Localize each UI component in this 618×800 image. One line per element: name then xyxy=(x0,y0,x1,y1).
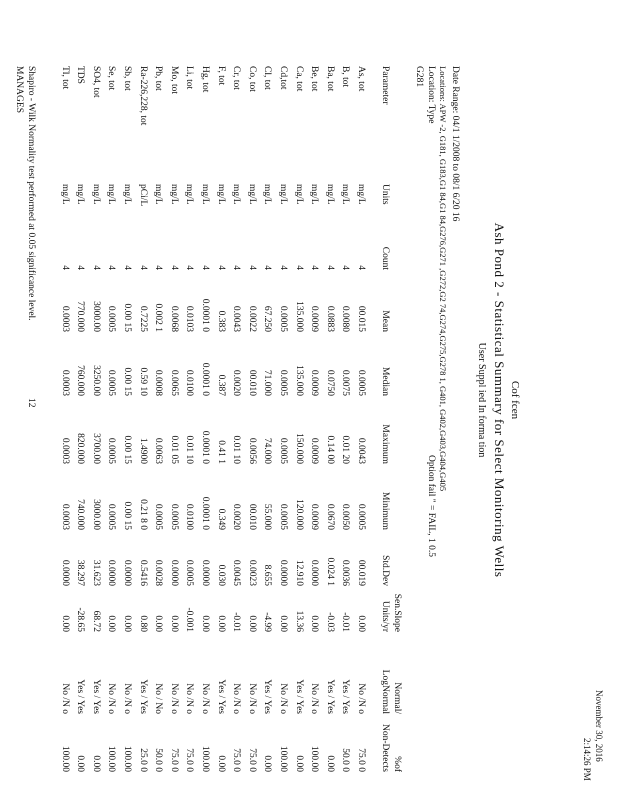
column-header: Maximum xyxy=(380,424,390,464)
table-cell-std-dev: 31.623 xyxy=(90,559,101,586)
table-cell-minimum: 0.0005 xyxy=(356,503,366,530)
table-cell-pct: 100.00 xyxy=(278,745,288,772)
table-cell-maximum: 0.0005 xyxy=(278,437,288,464)
table-cell-maximum: 0.0001 0 xyxy=(200,430,210,464)
table-cell-mean: 0.0003 xyxy=(59,305,70,332)
table-cell-pct: 100.00 xyxy=(122,745,132,772)
table-cell-sen-slope: 0.00 xyxy=(153,615,164,632)
table-cell-sen-slope: 0.00 xyxy=(122,615,132,632)
table-cell-mean: 0.0009 xyxy=(309,305,320,332)
table-cell-pct: 50.0 0 xyxy=(340,748,351,772)
report-subtitle: User Suppl ied In forma tion xyxy=(476,342,487,458)
table-cell-count: 4 xyxy=(90,265,101,270)
table-cell-maximum: 820.000 xyxy=(75,433,86,464)
table-cell-mean: 0.00 15 xyxy=(122,303,132,332)
table-cell-minimum: 0.0009 xyxy=(309,503,320,530)
table-cell-maximum: 1.4900 xyxy=(137,437,148,464)
table-cell-normal: Yes / Yes xyxy=(293,679,304,714)
table-cell-sen-slope: -28.65 xyxy=(75,607,86,632)
column-header: Sen.Slope xyxy=(392,593,402,632)
table-cell-std-dev: 0.030 xyxy=(215,564,226,586)
table-cell-normal: Yes / Yes xyxy=(137,679,148,714)
column-header: Normal/ xyxy=(392,682,402,714)
table-cell-minimum: 0.0020 xyxy=(231,503,242,530)
table-cell-maximum: 0.0003 xyxy=(59,437,70,464)
column-header: %of xyxy=(392,756,402,772)
table-cell-units: pCi/L xyxy=(137,184,148,207)
table-cell-maximum: 0.01 20 xyxy=(340,435,351,464)
table-cell-maximum: 0.00 15 xyxy=(122,435,132,464)
table-cell-parameter: TDS xyxy=(75,66,86,84)
table-cell-normal: No / No xyxy=(153,683,164,714)
table-cell-normal: Yes / Yes xyxy=(90,679,101,714)
table-cell-maximum: 0.0043 xyxy=(356,437,366,464)
table-cell-minimum: 0.0050 xyxy=(340,503,351,530)
table-cell-normal: Yes / Yes xyxy=(262,679,273,714)
table-cell-count: 4 xyxy=(200,265,210,270)
table-cell-pct: 0.00 xyxy=(324,755,335,772)
table-cell-std-dev: 0.0028 xyxy=(153,559,164,586)
location-type: Location: Type xyxy=(426,66,436,124)
table-cell-median: 135.000 xyxy=(293,365,304,396)
table-cell-mean: 0.0005 xyxy=(106,305,117,332)
column-header: Count xyxy=(380,246,390,270)
table-cell-parameter: B, tot xyxy=(340,66,351,88)
table-cell-mean: 0.0005 xyxy=(278,305,288,332)
table-cell-count: 4 xyxy=(215,265,226,270)
column-header: Parameter xyxy=(380,66,390,105)
table-cell-minimum: 0.349 xyxy=(215,508,226,530)
table-cell-parameter: As, tot xyxy=(356,66,366,92)
normality-note: Shapiro - Wilk Normality test performed at 0.05 significance level. xyxy=(26,66,36,321)
table-cell-maximum: 0.01 05 xyxy=(168,435,179,464)
table-cell-pct: 25.0 0 xyxy=(137,748,148,772)
table-cell-sen-slope: -0.03 xyxy=(324,612,335,632)
table-cell-minimum: 0.0003 xyxy=(59,503,70,530)
table-cell-count: 4 xyxy=(278,265,288,270)
table-cell-std-dev: 0.0000 xyxy=(59,559,70,586)
table-cell-maximum: 0.0005 xyxy=(106,437,117,464)
table-cell-normal: No /N o xyxy=(356,683,366,714)
table-cell-sen-slope: 0.80 xyxy=(137,615,148,632)
table-cell-std-dev: 8.655 xyxy=(262,564,273,586)
table-cell-minimum: 740.000 xyxy=(75,499,86,530)
table-cell-sen-slope: -0.001 xyxy=(184,607,195,632)
table-cell-units: mg/L xyxy=(90,184,101,205)
table-cell-mean: 135.000 xyxy=(293,301,304,332)
option-setting: Option fail " = FAIL, 1 0.5 xyxy=(426,455,436,557)
table-cell-maximum: 0.01 10 xyxy=(231,435,242,464)
table-cell-parameter: Mo, tot xyxy=(168,66,179,94)
table-cell-median: 0.0750 xyxy=(324,369,335,396)
table-cell-normal: Yes / Yes xyxy=(215,679,226,714)
table-cell-parameter: Li, tot xyxy=(184,66,195,90)
table-cell-median: 0.59 10 xyxy=(137,367,148,396)
table-cell-std-dev: 0.0000 xyxy=(122,559,132,586)
table-cell-pct: 75.0 0 xyxy=(356,748,366,772)
table-cell-normal: Yes / Yes xyxy=(340,679,351,714)
table-cell-count: 4 xyxy=(168,265,179,270)
table-cell-count: 4 xyxy=(153,265,164,270)
table-cell-median: 0.0003 xyxy=(59,369,70,396)
table-cell-normal: No /N o xyxy=(231,683,242,714)
table-cell-pct: 75.0 0 xyxy=(246,748,257,772)
table-cell-median: 0.0005 xyxy=(356,369,366,396)
table-cell-median: 0.0100 xyxy=(184,369,195,396)
table-cell-mean: 0.0080 xyxy=(340,305,351,332)
table-cell-count: 4 xyxy=(340,265,351,270)
column-header: Units/yr xyxy=(380,600,390,632)
table-cell-minimum: 0.0005 xyxy=(278,503,288,530)
table-cell-median: 760.000 xyxy=(75,365,86,396)
table-cell-count: 4 xyxy=(309,265,320,270)
table-cell-pct: 100.00 xyxy=(200,745,210,772)
table-cell-std-dev: 0.0005 xyxy=(184,559,195,586)
table-cell-minimum: 0.0005 xyxy=(106,503,117,530)
table-cell-median: 0.0075 xyxy=(340,369,351,396)
table-cell-sen-slope: 0.00 xyxy=(200,615,210,632)
table-cell-minimum: 00.010 xyxy=(246,503,257,530)
table-cell-median: 0.0005 xyxy=(278,369,288,396)
table-cell-sen-slope: 0.00 xyxy=(356,615,366,632)
table-cell-count: 4 xyxy=(356,265,366,270)
table-cell-mean: 0.0068 xyxy=(168,305,179,332)
table-cell-minimum: 55.000 xyxy=(262,503,273,530)
table-cell-normal: No /N o xyxy=(278,683,288,714)
table-cell-count: 4 xyxy=(137,265,148,270)
table-cell-maximum: 0.0063 xyxy=(153,437,164,464)
table-cell-sen-slope: 0.00 xyxy=(309,615,320,632)
table-cell-sen-slope: -0.01 xyxy=(231,612,242,632)
table-cell-median: 0.00 15 xyxy=(122,367,132,396)
table-cell-median: 0.0008 xyxy=(153,369,164,396)
table-cell-sen-slope: 0.00 xyxy=(168,615,179,632)
table-cell-mean: 0.0883 xyxy=(324,305,335,332)
table-cell-normal: Yes / Yes xyxy=(324,679,335,714)
table-cell-sen-slope: 0.00 xyxy=(59,615,70,632)
table-cell-std-dev: 0.0000 xyxy=(106,559,117,586)
column-header: LogNormal xyxy=(380,669,390,714)
table-cell-median: 0.0065 xyxy=(168,369,179,396)
table-cell-normal: Yes / Yes xyxy=(75,679,86,714)
table-cell-units: mg/L xyxy=(324,184,335,205)
table-cell-parameter: Ra-226,228, tot xyxy=(137,66,148,126)
table-cell-maximum: 150.000 xyxy=(293,433,304,464)
table-cell-normal: No /N o xyxy=(59,683,70,714)
table-cell-std-dev: 12.910 xyxy=(293,559,304,586)
column-header: Std.Dev xyxy=(380,555,390,586)
date-range: Date Range: 04/1 1/2008 to 08/1 6/20 16 xyxy=(450,66,460,222)
table-cell-parameter: Co, tot xyxy=(246,66,257,92)
table-cell-parameter: Sb, tot xyxy=(122,66,132,91)
table-cell-units: mg/L xyxy=(309,184,320,205)
table-cell-units: mg/L xyxy=(59,184,70,205)
table-cell-parameter: Hg, tot xyxy=(200,66,210,93)
table-cell-std-dev: 0.024 1 xyxy=(324,557,335,586)
table-cell-minimum: 0.0670 xyxy=(324,503,335,530)
table-cell-std-dev: 0.5416 xyxy=(137,559,148,586)
org-name: Cof fcen xyxy=(509,380,521,420)
table-cell-minimum: 0.0005 xyxy=(168,503,179,530)
table-cell-mean: 0.383 xyxy=(215,310,226,332)
table-cell-normal: No /N o xyxy=(246,683,257,714)
table-cell-maximum: 0.0009 xyxy=(309,437,320,464)
table-cell-normal: No /N o xyxy=(168,683,179,714)
table-cell-units: mg/L xyxy=(75,184,86,205)
table-cell-parameter: Cr, tot xyxy=(231,66,242,90)
column-header: Mean xyxy=(380,310,390,332)
table-cell-pct: 0.00 xyxy=(215,755,226,772)
table-cell-count: 4 xyxy=(59,265,70,270)
table-cell-mean: 0.0001 0 xyxy=(200,298,210,332)
table-cell-units: mg/L xyxy=(200,184,210,205)
table-cell-pct: 100.00 xyxy=(59,745,70,772)
table-cell-units: mg/L xyxy=(168,184,179,205)
table-cell-mean: 67.250 xyxy=(262,305,273,332)
table-cell-units: mg/L xyxy=(184,184,195,205)
table-cell-maximum: 0.01 10 xyxy=(184,435,195,464)
table-cell-mean: 0.0022 xyxy=(246,305,257,332)
table-cell-count: 4 xyxy=(262,265,273,270)
table-cell-units: mg/L xyxy=(293,184,304,205)
table-cell-units: mg/L xyxy=(106,184,117,205)
table-cell-median: 0.0020 xyxy=(231,369,242,396)
table-cell-sen-slope: -4.99 xyxy=(262,612,273,632)
table-cell-mean: 3000.00 xyxy=(90,301,101,332)
table-cell-minimum: 0.0001 0 xyxy=(200,496,210,530)
table-cell-sen-slope: 0.00 xyxy=(106,615,117,632)
table-cell-parameter: F, tot xyxy=(215,66,226,86)
table-cell-normal: No /N o xyxy=(184,683,195,714)
manages-label: MANAGES xyxy=(14,66,24,113)
table-cell-std-dev: 0.0045 xyxy=(231,559,242,586)
table-cell-units: mg/L xyxy=(215,184,226,205)
table-cell-sen-slope: 0.00 xyxy=(246,615,257,632)
table-cell-std-dev: 00.019 xyxy=(356,559,366,586)
table-cell-std-dev: 0.0023 xyxy=(246,559,257,586)
table-cell-units: mg/L xyxy=(356,184,366,205)
table-cell-count: 4 xyxy=(246,265,257,270)
table-cell-sen-slope: 0.00 xyxy=(215,615,226,632)
table-cell-median: 3250.00 xyxy=(90,365,101,396)
table-cell-std-dev: 38.297 xyxy=(75,559,86,586)
table-cell-std-dev: 0.0000 xyxy=(309,559,320,586)
table-cell-pct: 0.00 xyxy=(293,755,304,772)
table-cell-minimum: 120.000 xyxy=(293,499,304,530)
column-header: Non-Detects xyxy=(380,723,390,772)
table-cell-std-dev: 0.0000 xyxy=(278,559,288,586)
table-cell-median: 0.0005 xyxy=(106,369,117,396)
table-cell-count: 4 xyxy=(122,265,132,270)
table-cell-normal: No /N o xyxy=(309,683,320,714)
table-cell-minimum: 0.0100 xyxy=(184,503,195,530)
column-header: Units xyxy=(380,184,390,205)
table-cell-sen-slope: 0.00 xyxy=(278,615,288,632)
table-cell-maximum: 3700.00 xyxy=(90,433,101,464)
table-cell-units: mg/L xyxy=(278,184,288,205)
table-cell-sen-slope: 13.36 xyxy=(293,610,304,632)
table-cell-normal: No /N o xyxy=(122,683,132,714)
table-cell-minimum: 3000.00 xyxy=(90,499,101,530)
table-cell-pct: 75.0 0 xyxy=(231,748,242,772)
page-number: 12 xyxy=(26,398,36,408)
table-cell-pct: 0.00 xyxy=(75,755,86,772)
table-cell-median: 0.0001 0 xyxy=(200,362,210,396)
table-cell-pct: 0.00 xyxy=(90,755,101,772)
table-cell-mean: 770.000 xyxy=(75,301,86,332)
table-cell-std-dev: 0.0036 xyxy=(340,559,351,586)
table-cell-parameter: SO4, tot xyxy=(90,66,101,98)
table-cell-pct: 100.00 xyxy=(309,745,320,772)
table-cell-count: 4 xyxy=(231,265,242,270)
table-cell-parameter: Se, tot xyxy=(106,66,117,91)
table-cell-parameter: Tl, tot xyxy=(59,66,70,90)
table-cell-mean: 00.015 xyxy=(356,305,366,332)
table-cell-pct: 100.00 xyxy=(106,745,117,772)
report-time: 2:14:26 PM xyxy=(582,738,592,781)
table-cell-parameter: Ba, tot xyxy=(324,66,335,92)
column-header: Median xyxy=(380,366,390,396)
table-cell-mean: 0.0103 xyxy=(184,305,195,332)
table-cell-parameter: Ca, tot xyxy=(293,66,304,92)
table-cell-pct: 75.0 0 xyxy=(184,748,195,772)
table-cell-count: 4 xyxy=(184,265,195,270)
table-cell-median: 00.010 xyxy=(246,369,257,396)
table-cell-minimum: 0.00 15 xyxy=(122,501,132,530)
table-cell-count: 4 xyxy=(293,265,304,270)
table-cell-sen-slope: -0.01 xyxy=(340,612,351,632)
table-cell-maximum: 0.0056 xyxy=(246,437,257,464)
table-cell-std-dev: 0.0000 xyxy=(168,559,179,586)
table-cell-median: 0.0009 xyxy=(309,369,320,396)
table-cell-median: 71.000 xyxy=(262,369,273,396)
table-cell-pct: 50.0 0 xyxy=(153,748,164,772)
table-cell-normal: No /N o xyxy=(200,683,210,714)
table-cell-units: mg/L xyxy=(340,184,351,205)
table-cell-parameter: Pb, tot xyxy=(153,66,164,91)
locations-list: Locations: APW -2, G181, G183,G1 84,G1 84,G276,G271 ,G272,G2 74,G274,G275,G278 1, G401, G402,G403,G404,G405 xyxy=(438,66,448,492)
report-date: November 30, 2016 xyxy=(594,690,604,762)
table-cell-maximum: 74.000 xyxy=(262,437,273,464)
table-cell-pct: 0.00 xyxy=(262,755,273,772)
report-title: Ash Pond 2 - Statistical Summary for Select Monitoring Wells xyxy=(492,222,507,578)
table-cell-std-dev: 0.0000 xyxy=(200,559,210,586)
column-header: Minimum xyxy=(380,491,390,530)
table-cell-sen-slope: 68.72 xyxy=(90,610,101,632)
table-cell-minimum: 0.21 8 0 xyxy=(137,499,148,530)
table-cell-mean: 0.002 1 xyxy=(153,303,164,332)
table-cell-units: mg/L xyxy=(246,184,257,205)
table-cell-units: mg/L xyxy=(262,184,273,205)
table-cell-maximum: 0.41 1 xyxy=(215,440,226,464)
table-cell-median: 0.387 xyxy=(215,374,226,396)
well-id: G281 xyxy=(414,66,424,88)
table-cell-maximum: 0.14 00 xyxy=(324,435,335,464)
table-cell-count: 4 xyxy=(324,265,335,270)
table-cell-units: mg/L xyxy=(153,184,164,205)
table-cell-parameter: Cl, tot xyxy=(262,66,273,90)
table-cell-parameter: Be, tot xyxy=(309,66,320,92)
table-cell-pct: 75.0 0 xyxy=(168,748,179,772)
table-cell-parameter: Cd,tot xyxy=(278,66,288,90)
table-cell-mean: 0.7225 xyxy=(137,305,148,332)
table-cell-units: mg/L xyxy=(122,184,132,205)
table-cell-normal: No /N o xyxy=(106,683,117,714)
table-cell-minimum: 0.0005 xyxy=(153,503,164,530)
table-cell-count: 4 xyxy=(106,265,117,270)
table-cell-units: mg/L xyxy=(231,184,242,205)
table-cell-mean: 0.0043 xyxy=(231,305,242,332)
table-cell-count: 4 xyxy=(75,265,86,270)
